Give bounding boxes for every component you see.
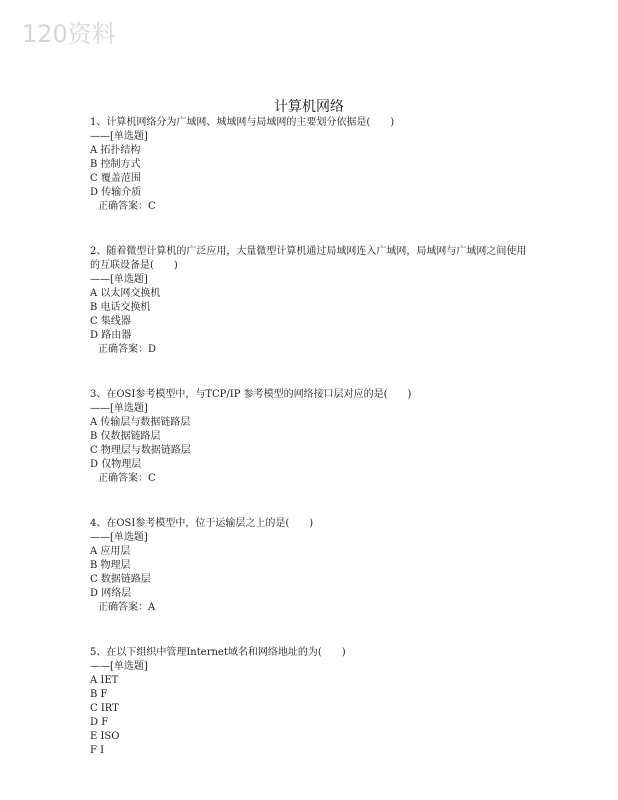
document-title: 计算机网络 <box>274 99 344 115</box>
option-d: D 网络层 <box>90 588 132 599</box>
correct-answer: 正确答案：A <box>98 602 156 613</box>
question-type: ——[单选题] <box>90 532 148 543</box>
question-stem: 1、计算机网络分为广域网、城域网与局域网的主要划分依据是( ) <box>90 117 395 128</box>
question-stem: 3、在OSI参考模型中，与TCP/IP 参考模型的网络接口层对应的是( ) <box>90 389 412 400</box>
option-d: D 传输介质 <box>90 187 142 198</box>
question-stem: 5、在以下组织中管理Internet域名和网络地址的为( ) <box>90 647 346 658</box>
option-d: D F <box>90 717 109 728</box>
option-b: B 电话交换机 <box>90 302 151 313</box>
question-4 <box>90 517 530 615</box>
option-b: B 物理层 <box>90 560 131 571</box>
question-type: ——[单选题] <box>90 274 148 285</box>
question-3 <box>90 388 530 486</box>
option-c: C IRT <box>90 703 119 714</box>
option-d: D 仅物理层 <box>90 459 142 470</box>
watermark-logo: 120资料 <box>22 20 116 48</box>
option-b: B 仅数据链路层 <box>90 431 161 442</box>
option-c: C 集线器 <box>90 316 131 327</box>
question-stem: 4、在OSI参考模型中，位于运输层之上的是( ) <box>90 518 314 529</box>
question-2 <box>90 245 530 357</box>
option-d: D 路由器 <box>90 330 132 341</box>
option-c: C 物理层与数据链路层 <box>90 445 191 456</box>
option-a: A 拓扑结构 <box>90 145 141 156</box>
correct-answer: 正确答案：C <box>98 201 156 212</box>
question-type: ——[单选题] <box>90 403 148 414</box>
question-5 <box>90 646 530 758</box>
question-1 <box>90 116 530 214</box>
option-b: B F <box>90 689 108 700</box>
question-list <box>90 116 530 789</box>
option-f: F I <box>90 745 105 756</box>
correct-answer: 正确答案：C <box>98 473 156 484</box>
option-e: E ISO <box>90 731 120 742</box>
option-c: C 覆盖范围 <box>90 173 141 184</box>
question-stem: 2、随着微型计算机的广泛应用，大量微型计算机通过局域网连入广域网，局域网与广域网之间使用的互联设备是( ) <box>90 246 527 271</box>
option-a: A 传输层与数据链路层 <box>90 417 191 428</box>
question-type: ——[单选题] <box>90 661 148 672</box>
correct-answer: 正确答案：D <box>98 344 157 355</box>
option-a: A 应用层 <box>90 546 131 557</box>
option-a: A IET <box>90 675 119 686</box>
question-type: ——[单选题] <box>90 131 148 142</box>
option-a: A 以太网交换机 <box>90 288 161 299</box>
option-b: B 控制方式 <box>90 159 141 170</box>
option-c: C 数据链路层 <box>90 574 151 585</box>
